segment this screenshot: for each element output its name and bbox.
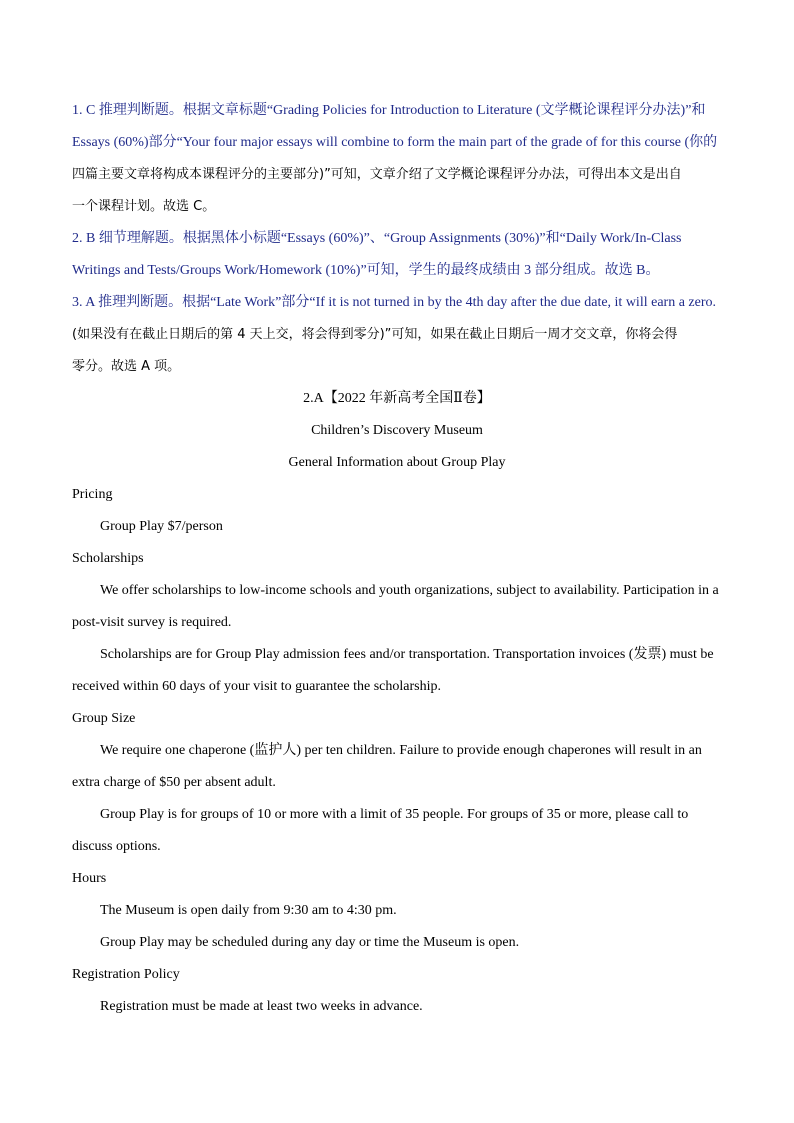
answer-3-line-2: (如果没有在截止日期后的第 4 天上交，将会得到零分)”可知，如果在截止日期后一周才交文章，你将会得 — [72, 327, 678, 342]
answer-3 — [72, 287, 722, 383]
scholarships-paragraph-1-line-1: We offer scholarships to low-income schools and youth organizations, subject to availability. Participation in a — [100, 583, 719, 598]
passage-label: 2.A【2022 年新高考全国Ⅱ卷】 — [303, 391, 491, 406]
document-content — [72, 95, 722, 1023]
answer-2-line-2: Writings and Tests/Groups Work/Homework (10%)”可知，学生的最终成绩由 3 部分组成。故选 B。 — [72, 263, 660, 278]
answer-3-line-1: 3. A 推理判断题。根据“Late Work”部分“If it is not turned in by the 4th day after the due date, it will earn a zero. — [72, 295, 716, 310]
group-size-paragraph-2-line-1: Group Play is for groups of 10 or more with a limit of 35 people. For groups of 35 or more, please call to — [100, 807, 689, 822]
hours-paragraph-1: The Museum is open daily from 9:30 am to 4:30 pm. — [100, 903, 397, 918]
scholarships-paragraph-1-line-2: post-visit survey is required. — [72, 615, 232, 630]
group-size-paragraph-1-line-1: We require one chaperone (监护人) per ten children. Failure to provide enough chaperones will result in an — [100, 743, 702, 758]
scholarships-paragraph-2-line-2: received within 60 days of your visit to guarantee the scholarship. — [72, 679, 441, 694]
hours-paragraph-2: Group Play may be scheduled during any day or time the Museum is open. — [100, 935, 520, 950]
answer-1-line-3: 四篇主要文章将构成本课程评分的主要部分)”可知，文章介绍了文学概论课程评分办法，可得出本文是出自 — [72, 167, 682, 182]
passage-title: Children’s Discovery Museum — [311, 423, 483, 438]
scholarships-heading: Scholarships — [72, 551, 144, 566]
pricing-heading: Pricing — [72, 487, 113, 502]
pricing-text: Group Play $7/person — [100, 519, 223, 534]
group-size-heading: Group Size — [72, 711, 136, 726]
answer-2 — [72, 223, 722, 287]
passage-subtitle: General Information about Group Play — [288, 455, 506, 470]
answer-1-line-4: 一个课程计划。故选 C。 — [72, 199, 216, 214]
group-size-paragraph-1-line-2: extra charge of $50 per absent adult. — [72, 775, 276, 790]
hours-heading: Hours — [72, 871, 107, 886]
registration-heading: Registration Policy — [72, 967, 180, 982]
registration-paragraph-1: Registration must be made at least two weeks in advance. — [100, 999, 423, 1014]
answer-1-line-1: 1. C 推理判断题。根据文章标题“Grading Policies for Introduction to Literature (文学概论课程评分办法)”和 — [72, 103, 706, 118]
answer-1-line-2: Essays (60%)部分“Your four major essays will combine to form the main part of the grade of for this course (你的 — [72, 135, 718, 150]
answer-3-line-3: 零分。故选 A 项。 — [72, 359, 181, 374]
group-size-paragraph-2-line-2: discuss options. — [72, 839, 161, 854]
answer-1 — [72, 95, 722, 223]
answer-2-line-1: 2. B 细节理解题。根据黑体小标题“Essays (60%)”、“Group Assignments (30%)”和“Daily Work/In-Class — [72, 231, 682, 246]
scholarships-paragraph-2-line-1: Scholarships are for Group Play admission fees and/or transportation. Transportation invoices (发票) must be — [100, 647, 714, 662]
